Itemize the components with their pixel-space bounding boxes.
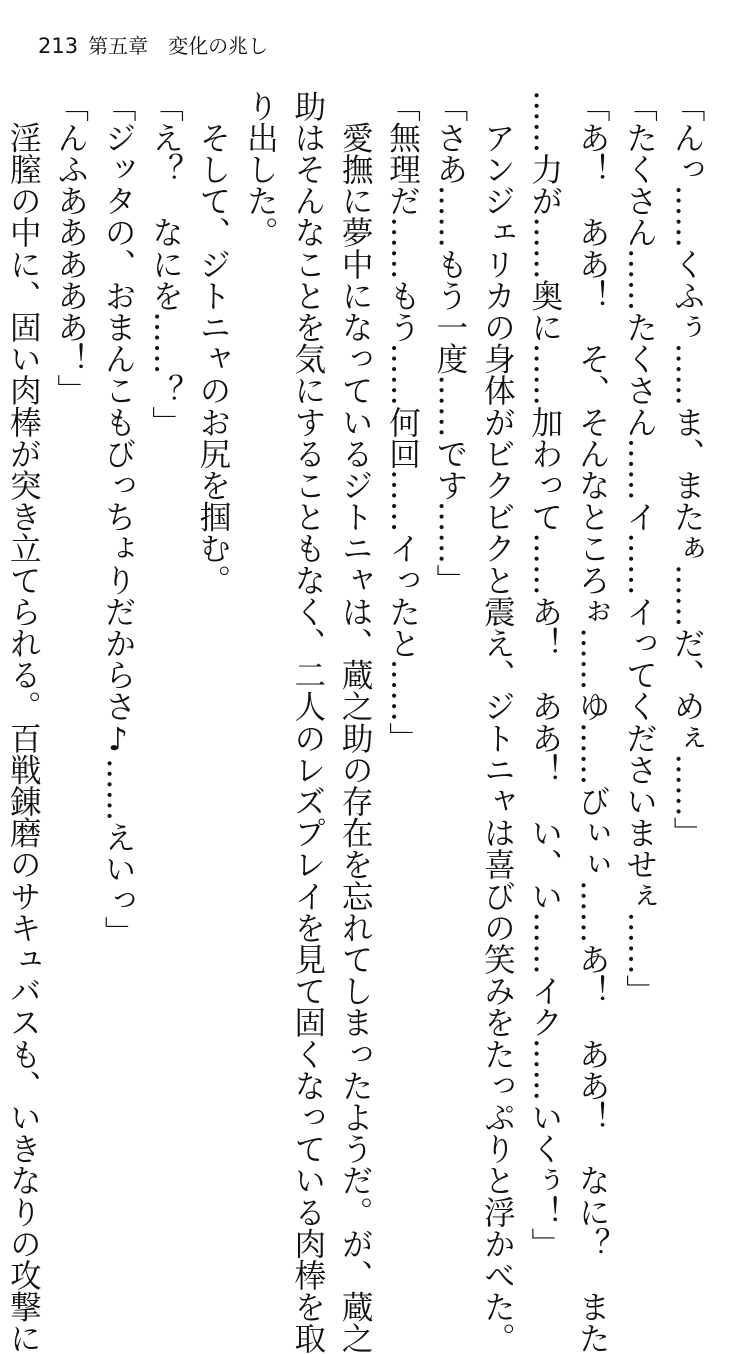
text-line: 愛撫に夢中になっているジトニャは、蔵之助の存在を忘れてしまったようだ。が、蔵之: [337, 90, 374, 1354]
page-number: 213: [38, 34, 79, 58]
text-line: 淫膣の中に、固い肉棒が突き立てられる。百戦錬磨のサキュバスも、いきなりの攻撃に: [5, 90, 42, 1354]
text-line: 「んっ……くふぅ……ま、またぁ……だ、めぇ……」: [669, 90, 705, 849]
text-line: そして、ジトニャのお尻を掴む。: [194, 90, 231, 596]
text-line: 「さあ……もう一度……です……」: [431, 90, 468, 596]
text-line: 「たくさん……たくさん……イ……イってくださいませぇ……」: [621, 90, 658, 1007]
text-line: り出した。: [242, 90, 279, 248]
text-line: 助はそんなことを気にすることもなく、二人のレズプレイを見て固くなっている肉棒を取: [289, 90, 326, 1354]
text-line: ……力が……奥に……加わって……あ！ ああ！ い、い……イク……いくぅ！」: [526, 90, 563, 1260]
text-line: 「んふあああああ！」: [52, 90, 89, 406]
text-line: 「あ！ ああ！ そ、そんなところぉ……ゆ……びぃぃ……あ！ ああ！ なに？ また: [574, 90, 611, 1354]
text-line: 「無理だ……もう……何回……イったと……」: [384, 90, 421, 754]
novel-text-body: [0, 90, 710, 1354]
text-line: 「ジッタの、おまんこもびっちょりだからさ♪……えいっ」: [100, 90, 137, 948]
chapter-title: 第五章 変化の兆し: [88, 34, 269, 58]
text-line: 「え？ なにを……？」: [147, 90, 184, 438]
text-line: アンジェリカの身体がビクビクと震え、ジトニャは喜びの笑みをたっぷりと浮かべた。: [479, 90, 516, 1354]
page-header: [38, 30, 268, 60]
